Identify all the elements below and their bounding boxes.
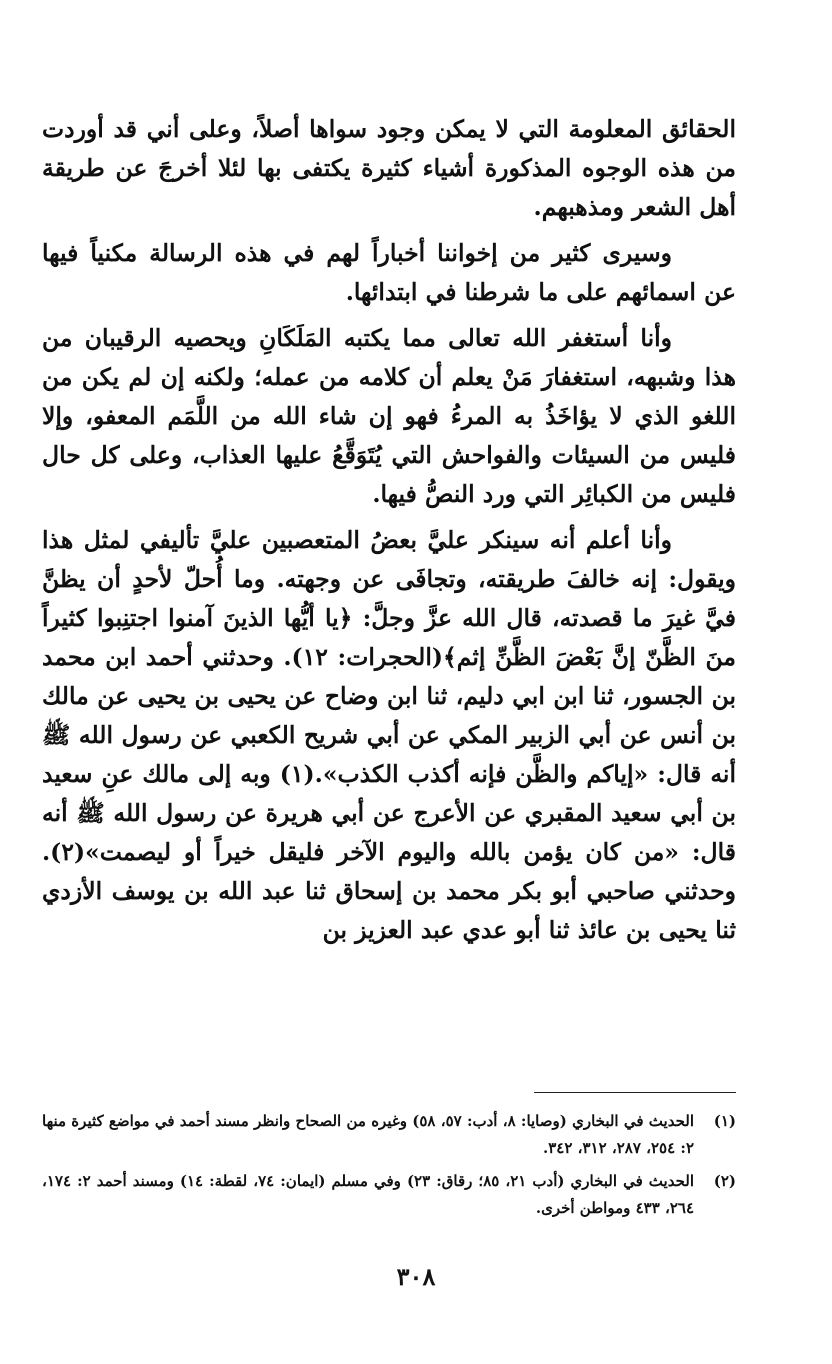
footnote-number: (١) — [713, 1112, 736, 1130]
footnote-text: الحديث في البخاري (وصايا: ٨، أدب: ٥٧، ٥٨) وغيره من الصحاح وانظر مسند أحمد في مواضع كثيرة منها ٢: ٢٥٤، ٢٨٧، ٣١٢، ٣٤٢. — [42, 1112, 695, 1157]
footnote-separator — [534, 1092, 736, 1093]
footnote-number: (٢) — [713, 1172, 736, 1190]
paragraph-2: وسيرى كثير من إخواننا أخباراً لهم في هذه الرسالة مكنياً فيها عن اسمائهم على ما شرطنا في ابتدائها. — [42, 239, 736, 306]
footnotes — [42, 1108, 736, 1228]
footnote-text: الحديث في البخاري (أدب ٢١، ٨٥؛ رقاق: ٢٣) وفي مسلم (ايمان: ٧٤، لقطة: ١٤) ومسند أحمد ٢: ١٧٤، ٢٦٤، ٤٣٣ ومواطن أخرى. — [42, 1172, 695, 1217]
paragraph-4: وأنا أعلم أنه سينكر عليَّ بعضُ المتعصبين عليَّ تأليفي لمثل هذا ويقول: إنه خالفَ طريقته، وتجافَى عن وجهته. وما أُحلّ لأحدٍ أن يظنَّ فيَّ غيرَ ما قصدته، قال الله عزَّ وجلَّ: ﴿يا أيُّها الذينَ آمنوا اجتنِبوا كثيراً منَ الظَّنّ إنَّ بَعْضَ الظَّنِّ إثم﴾(الحجرات: ١٢). وحدثني أحمد ابن محمد بن الجسور، ثنا ابن ابي دليم، ثنا ابن وضاح عن يحيى بن يحيى عن مالك بن أنس عن أبي الزبير المكي عن أبي شريح الكعبي عن رسول الله ﷺ أنه قال: «إياكم والظَّن فإنه أكذب الكذب».(١) وبه إلى مالك عنِ سعيد بن أبي سعيد المقبري عن الأعرج عن أبي هريرة عن رسول الله ﷺ أنه قال: «من كان يؤمن بالله واليوم الآخر فليقل خيراً أو ليصمت»(٢). وحدثني صاحبي أبو بكر محمد بن إسحاق ثنا عبد الله بن يوسف الأزدي ثنا يحيى بن عائذ ثنا أبو عدي عبد العزيز بن — [42, 526, 737, 944]
footnote-2 — [42, 1168, 736, 1222]
page-number: ٣٠٨ — [396, 1262, 436, 1291]
paragraph-3: وأنا أستغفر الله تعالى مما يكتبه المَلَكَانِ ويحصيه الرقيبان من هذا وشبهه، استغفارَ مَنْ يعلم أن كلامه من عمله؛ ولكنه إن لم يكن من اللغو الذي لا يؤاخَذُ به المرءُ فهو إن شاء الله من اللَّمَم المعفو، وإلا فليس من السيئات والفواحش التي يُتَوَقَّعُ عليها العذاب، وعلى كل حال فليس من الكبائِر التي ورد النصُّ فيها. — [42, 324, 736, 508]
main-text — [42, 110, 736, 957]
paragraph-1: الحقائق المعلومة التي لا يمكن وجود سواها أصلاً، وعلى أني قد أوردت من هذه الوجوه المذكورة أشياء كثيرة يكتفى بها لئلا أخرجَ عن طريقة أهل الشعر ومذهبهم. — [42, 115, 736, 221]
footnote-1 — [42, 1108, 736, 1162]
